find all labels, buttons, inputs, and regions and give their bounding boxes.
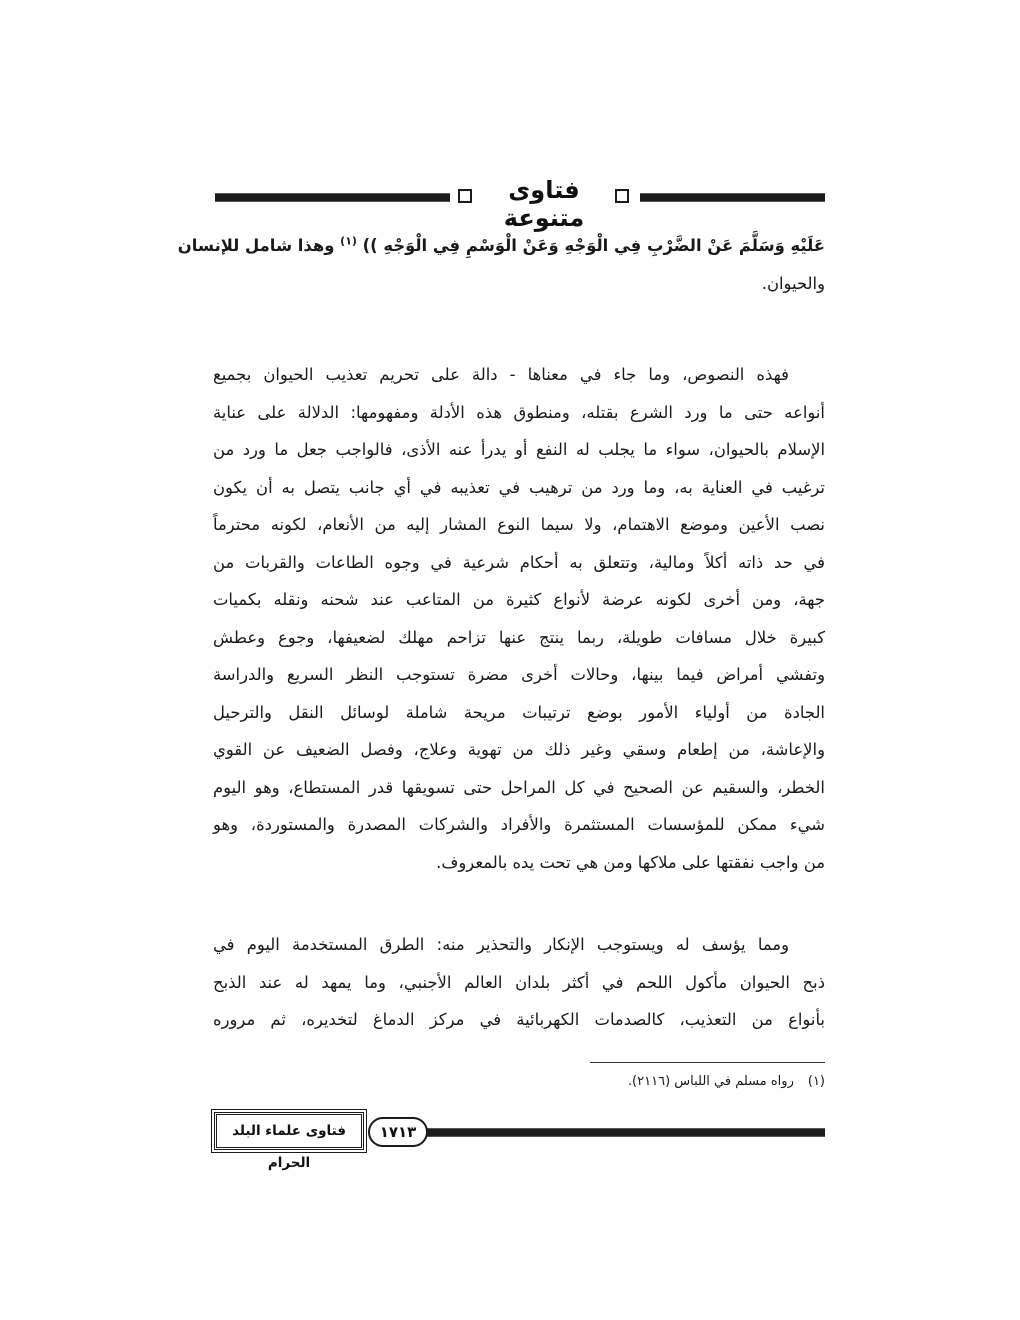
text-line: الخطر، والسقيم عن الصحيح في كل المراحل حتى تسويقها قدر المستطاع، وهو اليوم bbox=[213, 777, 825, 797]
text-line: نصب الأعين وموضع الاهتمام، ولا سيما النوع المشار إليه من الأنعام، لكونه محترماً bbox=[213, 515, 825, 534]
text-line: بأنواع من التعذيب، كالصدمات الكهربائية في مركز الدماغ لتخديره، ثم مروره bbox=[213, 1010, 825, 1029]
paragraph-hadith-end bbox=[177, 227, 825, 302]
text-line: ومما يؤسف له ويستوجب الإنكار والتحذير منه: الطرق المستخدمة اليوم في bbox=[213, 935, 789, 954]
footnote-marker: (١) bbox=[807, 1074, 825, 1089]
text-line: كبيرة خلال مسافات طويلة، ربما ينتج عنها تزاحم مهلك لضعيفها، وجوع وعطش bbox=[213, 627, 825, 647]
text-line: جهة، ومن أخرى لكونه عرضة لأنواع كثيرة من المتاعب عند شحنه ونقله بكميات bbox=[213, 590, 825, 609]
text-line bbox=[177, 227, 825, 265]
book-title: فتاوى علماء البلد الحرام bbox=[214, 1112, 364, 1150]
header-rule-right bbox=[640, 193, 825, 202]
text-line: والإعاشة، من إطعام وسقي وغير ذلك من تهوية وعلاج، وفصل الضعيف عن القوي bbox=[213, 740, 825, 759]
text-line: وتفشي أمراض فيما بينها، وحالات أخرى مضرة تستوجب النظر السريع والدراسة bbox=[213, 665, 825, 684]
header-rule-left bbox=[215, 193, 450, 202]
chapter-title: فتاوى متنوعة bbox=[503, 176, 585, 232]
footer-rule bbox=[425, 1128, 825, 1137]
text-line: فهذه النصوص، وما جاء في معناها - دالة على تحريم تعذيب الحيوان بجميع bbox=[213, 365, 789, 384]
text-line: والحيوان. bbox=[761, 273, 825, 293]
text-line: الجادة من أولياء الأمور بوضع ترتيبات مريحة شاملة لوسائل النقل والترحيل bbox=[213, 702, 825, 722]
text-line: من واجب نفقتها على ملاكها ومن هي تحت يده بالمعروف. bbox=[436, 852, 825, 872]
footnote bbox=[360, 1074, 825, 1089]
text-line: شيء ممكن للمؤسسات المستثمرة والأفراد والشركات المصدرة والمستوردة، وهو bbox=[213, 815, 825, 834]
paragraph-slaughter-methods bbox=[213, 926, 825, 1039]
header-square-right bbox=[615, 189, 629, 203]
header-square-left bbox=[458, 189, 472, 203]
page-number: ١٧١٣ bbox=[368, 1117, 428, 1147]
text-line: ذبح الحيوان مأكول اللحم في أكثر بلدان العالم الأجنبي، وما يمهد له عند الذبح bbox=[213, 972, 825, 992]
text-line: الإسلام بالحيوان، سواء ما يجلب له النفع أو يدرأ عنه الأذى، فالواجب جعل ما ورد من bbox=[213, 440, 825, 459]
text-line: ترغيب في العناية به، وما ورد من ترهيب في تعذيبه في أي جانب يتصل به أن يكون bbox=[213, 477, 825, 497]
paragraph-animal-treatment bbox=[213, 356, 825, 881]
hadith-text: عَلَيْهِ وَسَلَّمَ عَنْ الضَّرْبِ فِي الْوَجْهِ وَعَنْ الْوَسْمِ فِي الْوَجْهِ )) bbox=[362, 236, 825, 255]
text-line: أنواعه حتى ما ورد الشرع بقتله، ومنطوق هذه الأدلة ومفهومها: الدلالة على عناية bbox=[213, 402, 825, 422]
text-line: في حد ذاته أكلاً ومالية، وتتعلق به أحكام شرعية في وجوه الطاعات والقربات من bbox=[213, 552, 825, 572]
footnote-reference: (١) bbox=[340, 234, 357, 248]
footnote-separator bbox=[590, 1062, 825, 1063]
hadith-comment: وهذا شامل للإنسان bbox=[177, 236, 335, 255]
footnote-text: رواه مسلم في اللباس (٢١١٦). bbox=[627, 1074, 794, 1089]
